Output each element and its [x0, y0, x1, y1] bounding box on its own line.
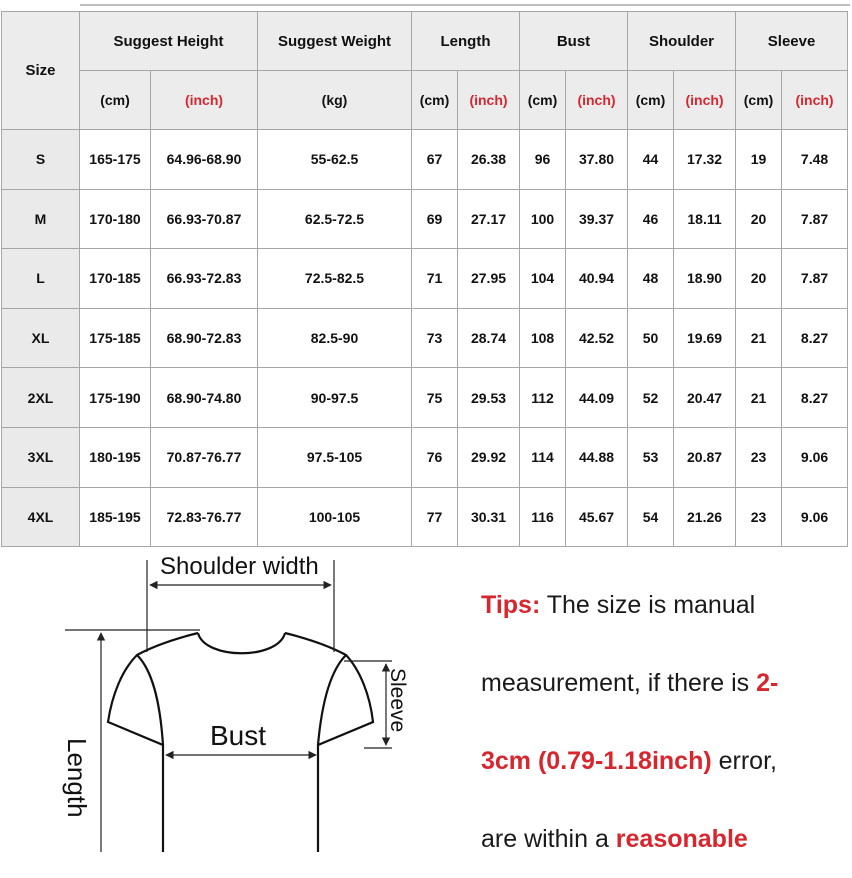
tips-text: The size is manual: [540, 591, 756, 619]
table-row: [2, 249, 848, 309]
table-cell: 72.83-76.77: [151, 487, 258, 547]
tips-text: are within a: [481, 825, 616, 853]
table-cell: 53: [628, 427, 674, 487]
table-row: [2, 189, 848, 249]
height-header: Suggest Height: [80, 12, 258, 71]
tips-text: error,: [711, 747, 777, 775]
unit-cm: (cm): [412, 71, 458, 130]
table-cell: 21: [736, 308, 782, 368]
unit-cm: (cm): [628, 71, 674, 130]
table-row: [2, 308, 848, 368]
table-cell: 69: [412, 189, 458, 249]
tips-line-2: [481, 644, 841, 722]
length-header: Length: [412, 12, 520, 71]
table-row: [2, 130, 848, 190]
table-cell: 66.93-72.83: [151, 249, 258, 309]
tshirt-diagram: [0, 550, 470, 852]
table-cell: 104: [520, 249, 566, 309]
table-cell: 27.95: [458, 249, 520, 309]
top-divider: [80, 0, 850, 6]
table-cell: 116: [520, 487, 566, 547]
table-cell: 114: [520, 427, 566, 487]
table-cell: 19: [736, 130, 782, 190]
table-cell: 27.17: [458, 189, 520, 249]
tips-label: Tips:: [481, 591, 541, 619]
table-cell: 64.96-68.90: [151, 130, 258, 190]
table-cell: 52: [628, 368, 674, 428]
bust-label: Bust: [210, 720, 267, 751]
sleeve-label: Sleeve: [386, 668, 409, 733]
table-cell: 9.06: [782, 487, 848, 547]
table-cell: 20: [736, 249, 782, 309]
size-cell: 4XL: [2, 487, 80, 547]
table-cell: 180-195: [80, 427, 151, 487]
table-cell: 68.90-72.83: [151, 308, 258, 368]
table-cell: 54: [628, 487, 674, 547]
size-cell: XL: [2, 308, 80, 368]
table-row: [2, 368, 848, 428]
table-cell: 28.74: [458, 308, 520, 368]
table-cell: 26.38: [458, 130, 520, 190]
table-cell: 77: [412, 487, 458, 547]
size-cell: S: [2, 130, 80, 190]
unit-inch: (inch): [151, 71, 258, 130]
table-cell: 20.47: [674, 368, 736, 428]
table-cell: 42.52: [566, 308, 628, 368]
table-cell: 40.94: [566, 249, 628, 309]
table-cell: 97.5-105: [258, 427, 412, 487]
table-cell: 70.87-76.77: [151, 427, 258, 487]
table-cell: 82.5-90: [258, 308, 412, 368]
unit-inch: (inch): [782, 71, 848, 130]
table-cell: 67: [412, 130, 458, 190]
sleeve-header: Sleeve: [736, 12, 848, 71]
table-cell: 44.88: [566, 427, 628, 487]
unit-inch: (inch): [566, 71, 628, 130]
table-cell: 29.92: [458, 427, 520, 487]
tips-line-4: [481, 800, 841, 878]
table-cell: 44.09: [566, 368, 628, 428]
table-cell: 170-180: [80, 189, 151, 249]
unit-inch: (inch): [674, 71, 736, 130]
tips-note: [481, 566, 841, 878]
table-cell: 20.87: [674, 427, 736, 487]
unit-kg: (kg): [258, 71, 412, 130]
table-cell: 18.90: [674, 249, 736, 309]
table-cell: 165-175: [80, 130, 151, 190]
measurement-lines: [65, 560, 392, 852]
table-cell: 112: [520, 368, 566, 428]
weight-header: Suggest Weight: [258, 12, 412, 71]
table-cell: 108: [520, 308, 566, 368]
table-cell: 175-185: [80, 308, 151, 368]
table-cell: 7.87: [782, 249, 848, 309]
table-cell: 68.90-74.80: [151, 368, 258, 428]
table-cell: 37.80: [566, 130, 628, 190]
shoulder-header: Shoulder: [628, 12, 736, 71]
table-cell: 44: [628, 130, 674, 190]
table-cell: 75: [412, 368, 458, 428]
table-cell: 18.11: [674, 189, 736, 249]
table-cell: 23: [736, 487, 782, 547]
table-cell: 71: [412, 249, 458, 309]
table-cell: 96: [520, 130, 566, 190]
table-cell: 19.69: [674, 308, 736, 368]
table-cell: 7.87: [782, 189, 848, 249]
unit-cm: (cm): [736, 71, 782, 130]
table-cell: 46: [628, 189, 674, 249]
table-cell: 21.26: [674, 487, 736, 547]
size-cell: 2XL: [2, 368, 80, 428]
table-cell: 66.93-70.87: [151, 189, 258, 249]
table-cell: 175-190: [80, 368, 151, 428]
table-cell: 55-62.5: [258, 130, 412, 190]
shoulder-width-label: Shoulder width: [160, 553, 319, 580]
tips-highlight: reasonable: [615, 825, 748, 853]
table-row: [2, 487, 848, 547]
unit-cm: (cm): [520, 71, 566, 130]
table-row: [2, 427, 848, 487]
size-cell: L: [2, 249, 80, 309]
table-cell: 90-97.5: [258, 368, 412, 428]
table-cell: 7.48: [782, 130, 848, 190]
table-cell: 29.53: [458, 368, 520, 428]
unit-cm: (cm): [80, 71, 151, 130]
table-cell: 21: [736, 368, 782, 428]
unit-row: [2, 71, 848, 130]
tips-text: measurement, if there is: [481, 669, 757, 697]
table-cell: 20: [736, 189, 782, 249]
table-cell: 30.31: [458, 487, 520, 547]
table-cell: 8.27: [782, 368, 848, 428]
table-cell: 48: [628, 249, 674, 309]
tips-line-1: [481, 566, 841, 644]
table-cell: 8.27: [782, 308, 848, 368]
table-cell: 170-185: [80, 249, 151, 309]
tips-highlight: 2-: [756, 669, 779, 697]
size-header: Size: [2, 12, 80, 130]
table-cell: 100: [520, 189, 566, 249]
header-row: [2, 12, 848, 71]
table-cell: 185-195: [80, 487, 151, 547]
size-cell: 3XL: [2, 427, 80, 487]
tips-highlight: 3cm (0.79-1.18inch): [481, 747, 712, 775]
table-cell: 17.32: [674, 130, 736, 190]
table-cell: 45.67: [566, 487, 628, 547]
table-cell: 73: [412, 308, 458, 368]
table-cell: 100-105: [258, 487, 412, 547]
table-cell: 23: [736, 427, 782, 487]
table-cell: 62.5-72.5: [258, 189, 412, 249]
size-chart-table: [1, 11, 848, 547]
length-label: Length: [62, 738, 92, 818]
tips-line-3: [481, 722, 841, 800]
table-cell: 50: [628, 308, 674, 368]
bust-header: Bust: [520, 12, 628, 71]
table-cell: 39.37: [566, 189, 628, 249]
size-cell: M: [2, 189, 80, 249]
table-cell: 72.5-82.5: [258, 249, 412, 309]
unit-inch: (inch): [458, 71, 520, 130]
table-cell: 76: [412, 427, 458, 487]
table-cell: 9.06: [782, 427, 848, 487]
